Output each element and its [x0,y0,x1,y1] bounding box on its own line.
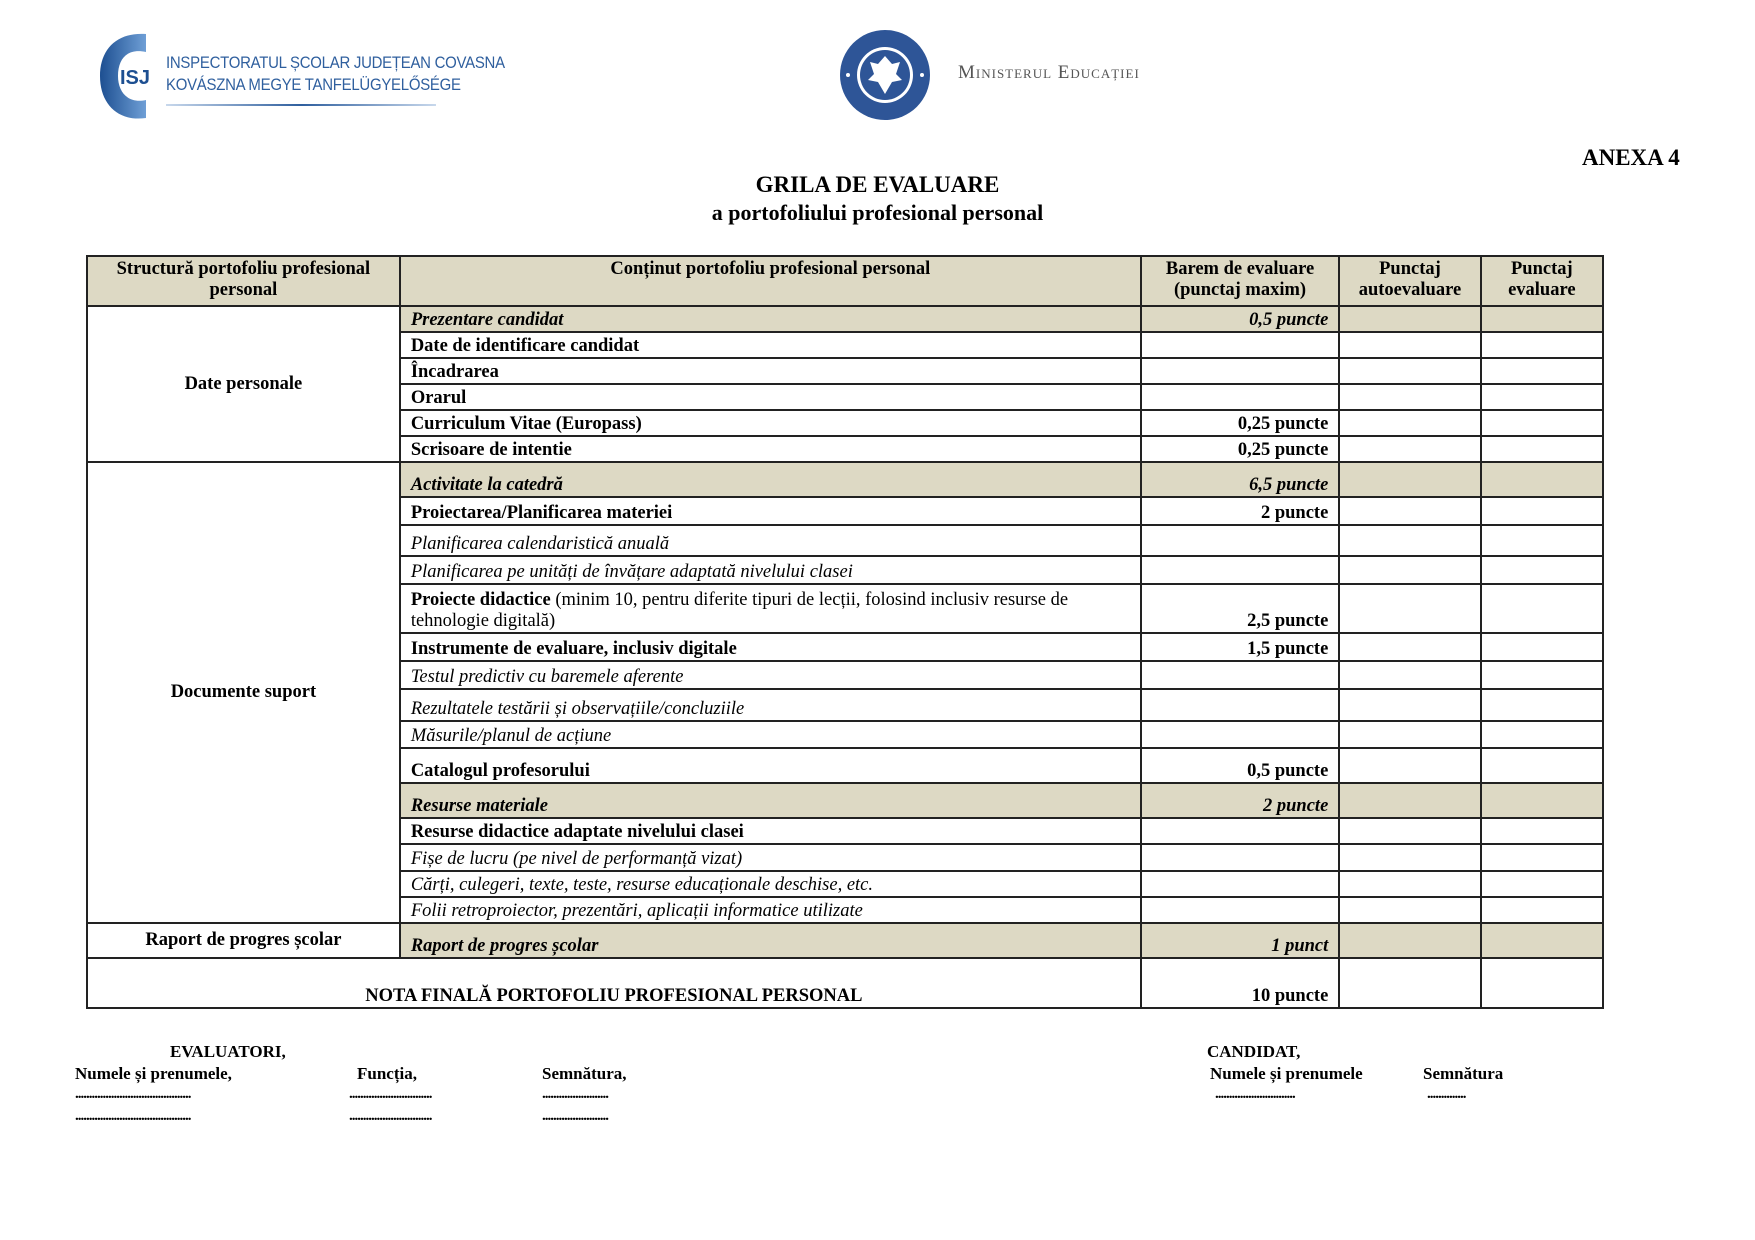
final-eval-score-input[interactable] [1481,958,1603,1008]
content-cell: Folii retroproiector, prezentări, aplicații informatice utilizate [400,897,1141,923]
content-cell: Încadrarea [400,358,1141,384]
evaluators-signature-label: Semnătura, [542,1064,627,1083]
points-cell: 0,25 puncte [1141,436,1340,462]
self-score-input[interactable] [1339,818,1480,844]
content-cell: Proiectarea/Planificarea materiei [400,497,1141,525]
isj-c-logo-icon [96,28,160,124]
eval-score-input[interactable] [1481,584,1603,633]
svg-text:ISJ: ISJ [120,67,151,89]
points-cell: 0,5 puncte [1141,306,1340,332]
eval-score-input[interactable] [1481,661,1603,689]
content-cell: Activitate la catedră [400,462,1141,497]
evaluators-function-label: Funcția, [357,1064,417,1083]
table-header-row [87,256,1603,306]
eval-score-input[interactable] [1481,689,1603,721]
eval-score-input[interactable] [1481,384,1603,410]
content-cell [400,584,1141,633]
eval-score-input[interactable] [1481,721,1603,748]
points-cell: 0,5 puncte [1141,748,1340,783]
self-score-input[interactable] [1339,923,1480,958]
content-cell: Instrumente de evaluare, inclusiv digitale [400,633,1141,661]
eval-score-input[interactable] [1481,748,1603,783]
eval-score-input[interactable] [1481,818,1603,844]
candidate-name-field[interactable]: ............................. [1215,1086,1295,1102]
self-score-input[interactable] [1339,497,1480,525]
content-cell: Planificarea pe unități de învățare adaptată nivelului clasei [400,556,1141,584]
isj-name-line1: INSPECTORATUL ȘCOLAR JUDEȚEAN COVASNA [166,53,505,72]
eval-score-input[interactable] [1481,633,1603,661]
eval-score-input[interactable] [1481,358,1603,384]
isj-name [166,52,505,96]
col-header-structure: Structură portofoliu profesional personal [87,256,400,306]
points-cell [1141,871,1340,897]
content-cell: Cărți, culegeri, texte, teste, resurse educaționale deschise, etc. [400,871,1141,897]
candidate-signature-label: Semnătura [1423,1064,1504,1083]
table-row [87,306,1603,332]
eval-score-input[interactable] [1481,497,1603,525]
content-cell: Curriculum Vitae (Europass) [400,410,1141,436]
candidate-signature-field[interactable]: .............. [1427,1086,1466,1102]
content-title: Proiecte didactice [410,590,551,610]
table-row [87,462,1603,497]
self-score-input[interactable] [1339,358,1480,384]
content-cell: Orarul [400,384,1141,410]
col-header-eval-score: Punctaj evaluare [1481,256,1603,306]
self-score-input[interactable] [1339,556,1480,584]
structure-raport-progres: Raport de progres școlar [87,923,400,958]
points-cell [1141,332,1340,358]
points-cell: 2,5 puncte [1141,584,1340,633]
points-cell [1141,556,1340,584]
col-header-barem: Barem de evaluare (punctaj maxim) [1141,256,1340,306]
points-cell: 2 puncte [1141,783,1340,818]
self-score-input[interactable] [1339,525,1480,556]
evaluator1-name-field[interactable]: .......................................... [75,1086,191,1102]
eval-score-input[interactable] [1481,783,1603,818]
eval-score-input[interactable] [1481,462,1603,497]
ministry-name: Ministerul Educației [958,62,1140,83]
content-cell: Date de identificare candidat [400,332,1141,358]
content-cell: Prezentare candidat [400,306,1141,332]
self-score-input[interactable] [1339,462,1480,497]
page-title: GRILA DE EVALUARE [755,172,1000,197]
eval-score-input[interactable] [1481,897,1603,923]
self-score-input[interactable] [1339,661,1480,689]
eval-score-input[interactable] [1481,525,1603,556]
self-score-input[interactable] [1339,332,1480,358]
self-score-input[interactable] [1339,584,1480,633]
candidate-name-label: Numele și prenumele [1210,1064,1363,1083]
structure-documente-suport: Documente suport [87,462,400,923]
eval-score-input[interactable] [1481,556,1603,584]
self-score-input[interactable] [1339,384,1480,410]
isj-underline [166,104,436,106]
annex-label: ANEXA 4 [1582,145,1680,170]
eval-score-input[interactable] [1481,436,1603,462]
isj-name-line2: KOVÁSZNA MEGYE TANFELÜGYELŐSÉGE [166,75,461,94]
col-header-self-score: Punctaj autoevaluare [1339,256,1480,306]
government-seal-icon [838,28,932,122]
self-score-input[interactable] [1339,844,1480,871]
content-cell: Scrisoare de intentie [400,436,1141,462]
points-cell [1141,844,1340,871]
content-cell: Testul predictiv cu baremele aferente [400,661,1141,689]
points-cell [1141,384,1340,410]
col-header-content: Conținut portofoliu profesional personal [400,256,1141,306]
self-score-input[interactable] [1339,436,1480,462]
content-note: (minim 10, pentru diferite tipuri de lecții, folosind inclusiv resurse de tehnologie digitală) [410,590,1069,631]
points-cell [1141,661,1340,689]
eval-score-input[interactable] [1481,923,1603,958]
final-self-score-input[interactable] [1339,958,1480,1008]
eval-score-input[interactable] [1481,871,1603,897]
points-cell [1141,358,1340,384]
evaluator1-signature-field[interactable]: ........................ [542,1086,608,1102]
self-score-input[interactable] [1339,633,1480,661]
self-score-input[interactable] [1339,410,1480,436]
points-cell [1141,689,1340,721]
self-score-input[interactable] [1339,306,1480,332]
evaluator2-function-field[interactable]: .............................. [349,1108,432,1124]
evaluation-grid-table [86,255,1604,1009]
structure-date-personale: Date personale [87,306,400,462]
points-cell [1141,818,1340,844]
points-cell: 2 puncte [1141,497,1340,525]
page-subtitle: a portofoliului profesional personal [711,200,1044,225]
self-score-input[interactable] [1339,871,1480,897]
eval-score-input[interactable] [1481,306,1603,332]
evaluator2-name-field[interactable]: .......................................... [75,1108,191,1124]
self-score-input[interactable] [1339,689,1480,721]
content-cell: Fișe de lucru (pe nivel de performanță vizat) [400,844,1141,871]
points-cell [1141,897,1340,923]
eval-score-input[interactable] [1481,410,1603,436]
points-cell: 0,25 puncte [1141,410,1340,436]
content-cell: Rezultatele testării și observațiile/concluziile [400,689,1141,721]
final-grade-label: NOTA FINALĂ PORTOFOLIU PROFESIONAL PERSONAL [87,958,1141,1008]
self-score-input[interactable] [1339,721,1480,748]
content-cell: Resurse didactice adaptate nivelului clasei [400,818,1141,844]
self-score-input[interactable] [1339,897,1480,923]
final-grade-points: 10 puncte [1141,958,1340,1008]
final-grade-row [87,958,1603,1008]
isj-logo [96,28,505,126]
content-cell: Măsurile/planul de acțiune [400,721,1141,748]
table-row [87,923,1603,958]
content-cell: Catalogul profesorului [400,748,1141,783]
points-cell: 1,5 puncte [1141,633,1340,661]
evaluators-title: EVALUATORI, [170,1042,286,1061]
points-cell: 6,5 puncte [1141,462,1340,497]
evaluator1-function-field[interactable]: .............................. [349,1086,432,1102]
eval-score-input[interactable] [1481,332,1603,358]
eval-score-input[interactable] [1481,844,1603,871]
self-score-input[interactable] [1339,783,1480,818]
self-score-input[interactable] [1339,748,1480,783]
content-cell: Raport de progres școlar [400,923,1141,958]
candidate-title: CANDIDAT, [1207,1042,1301,1061]
points-cell [1141,525,1340,556]
evaluators-name-label: Numele și prenumele, [75,1064,232,1083]
content-cell: Resurse materiale [400,783,1141,818]
content-cell: Planificarea calendaristică anuală [400,525,1141,556]
points-cell: 1 punct [1141,923,1340,958]
points-cell [1141,721,1340,748]
evaluator2-signature-field[interactable]: ........................ [542,1108,608,1124]
